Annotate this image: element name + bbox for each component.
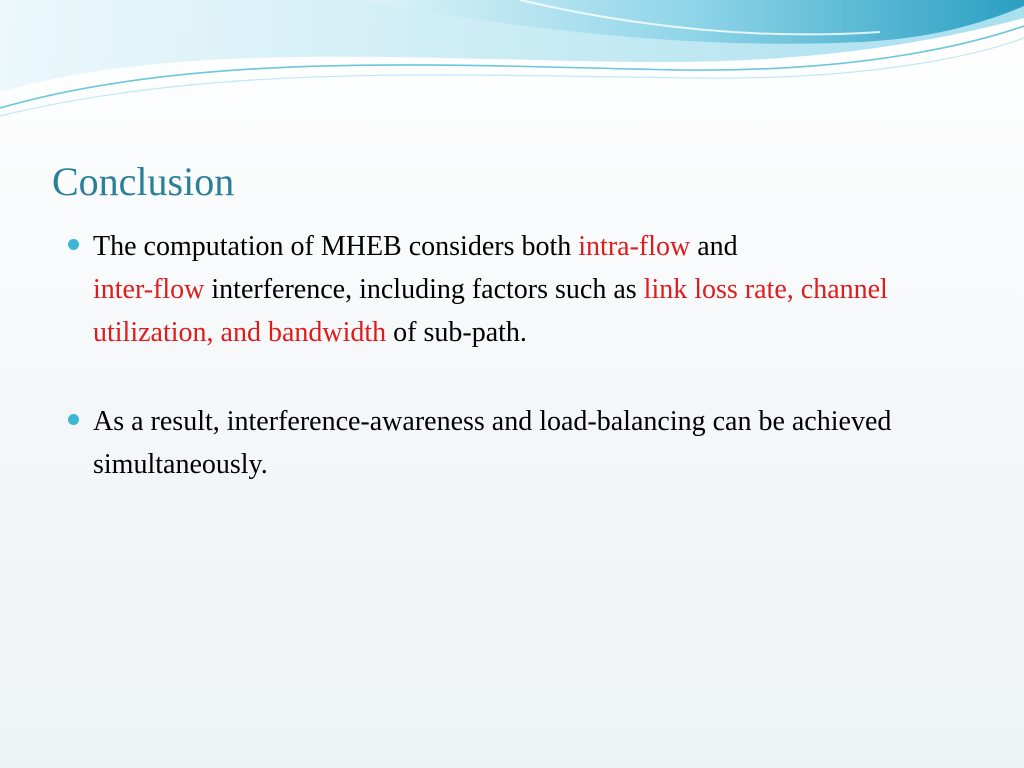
bullet-list — [64, 225, 964, 486]
bullet-highlight: intra-flow — [578, 231, 691, 262]
bullet-dot-icon — [68, 239, 79, 250]
bullet-segment: of sub-path. — [386, 317, 527, 348]
bullet-segment: As a result, interference-awareness and load-balancing can be achieved simultaneously. — [93, 406, 892, 480]
bullet-highlight: inter-flow — [93, 274, 205, 305]
slide-title: Conclusion — [52, 159, 235, 204]
bullet-dot-icon — [68, 414, 79, 425]
bullet-segment: and — [690, 231, 738, 262]
bullet-highlight: link loss rate, channel utilization, and bandwidth — [93, 274, 888, 348]
bullet-segment: interference, including factors such as — [204, 274, 644, 305]
bullet-segment: The computation of MHEB considers both — [93, 231, 579, 262]
header-wave-decoration — [0, 0, 1024, 130]
bullet-item-result — [64, 400, 964, 486]
bullet-item-mheb-computation — [64, 225, 964, 354]
